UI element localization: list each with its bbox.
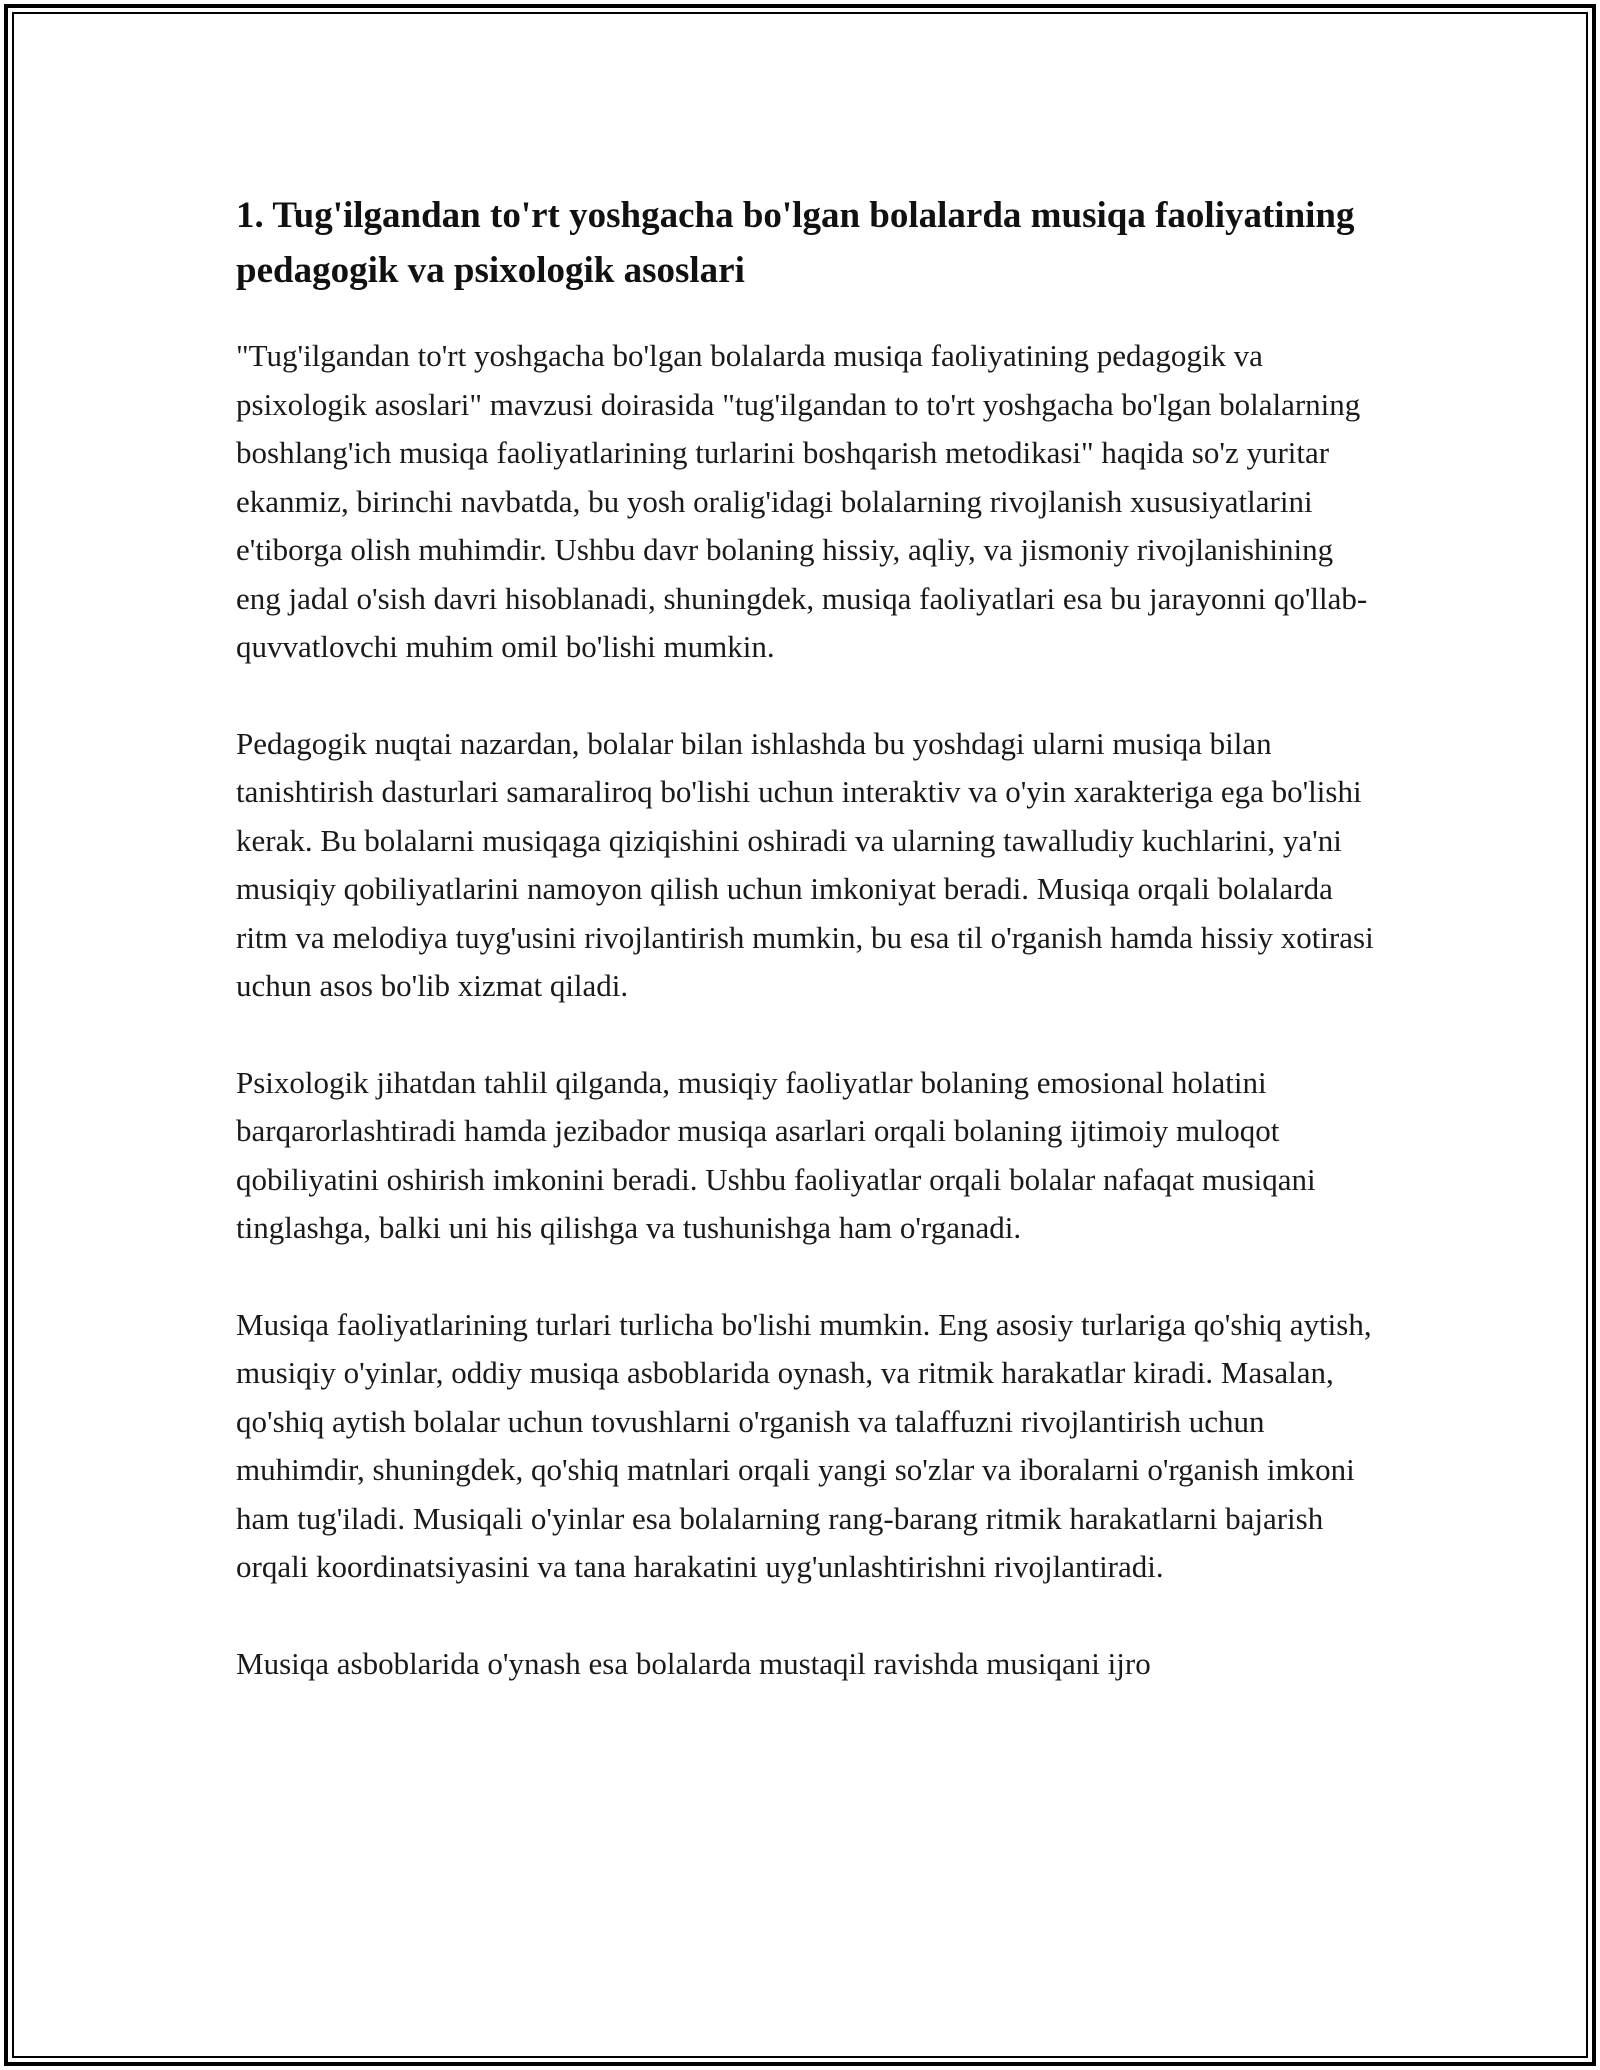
paragraph-pedagogical: Pedagogik nuqtai nazardan, bolalar bilan ishlashda bu yoshdagi ularni musiqa bilan tanishtirish dasturlari samaraliroq bo'lishi uchun interaktiv va o'yin xarakteriga ega bo'lishi kerak. Bu bolalarni musiqaga qiziqishini oshiradi va ularning tawalludiy kuchlarini, ya'ni musiqiy qobiliyatlarini namoyon qilish uchun imkoniyat beradi. Musiqa orqali bolalarda ritm va melodiya tuyg'usini rivojlantirish mumkin, bu esa til o'rganish hamda hissiy xotirasi uchun asos bo'lib xizmat qiladi.	[236, 725, 1374, 1003]
paragraph-psychological: Psixologik jihatdan tahlil qilganda, musiqiy faoliyatlar bolaning emosional holatini barqarorlashtiradi hamda jezibador musiqa asarlari orqali bolaning ijtimoiy muloqot qobiliyatini oshirish imkonini beradi. Ushbu faoliyatlar orqali bolalar nafaqat musiqani tinglashga, balki uni his qilishga va tushunishga ham o'rganadi.	[236, 1064, 1316, 1245]
paragraph-instruments: Musiqa asboblarida o'ynash esa bolalarda mustaqil ravishda musiqani ijro	[236, 1645, 1151, 1681]
paragraph-activity-types: Musiqa faoliyatlarining turlari turlicha bo'lishi mumkin. Eng asosiy turlariga qo'shiq aytish, musiqiy o'yinlar, oddiy musiqa asboblarida oynash, va ritmik harakatlar kiradi. Masalan, qo'shiq aytish bolalar uchun tovushlarni o'rganish va talaffuzni rivojlantirish uchun muhimdir, shuningdek, qo'shiq matnlari orqali yangi so'zlar va iboralarni o'rganish imkoni ham tug'iladi. Musiqali o'yinlar esa bolalarning rang-barang ritmik harakatlarni bajarish orqali koordinatsiyasini va tana harakatini uyg'unlashtirishni rivojlantiradi.	[236, 1306, 1372, 1584]
section-heading: 1. Tug'ilgandan to'rt yoshgacha bo'lgan bolalarda musiqa faoliyatining pedagogik va psixologik asoslari	[236, 195, 1355, 291]
paragraph-intro: "Tug'ilgandan to'rt yoshgacha bo'lgan bolalarda musiqa faoliyatining pedagogik va psixologik asoslari" mavzusi doirasida "tug'ilgandan to to'rt yoshgacha bo'lgan bolalarning boshlang'ich musiqa faoliyatlarining turlarini boshqarish metodikasi" haqida so'z yuritar ekanmiz, birinchi navbatda, bu yosh oralig'idagi bolalarning rivojlanish xususiyatlarini e'tiborga olish muhimdir. Ushbu davr bolaning hissiy, aqliy, va jismoniy rivojlanishining eng jadal o'sish davri hisoblanadi, shuningdek, musiqa faoliyatlari esa bu jarayonni qo'llab-quvvatlovchi muhim omil bo'lishi mumkin.	[236, 338, 1368, 664]
document-body	[236, 188, 1376, 1736]
